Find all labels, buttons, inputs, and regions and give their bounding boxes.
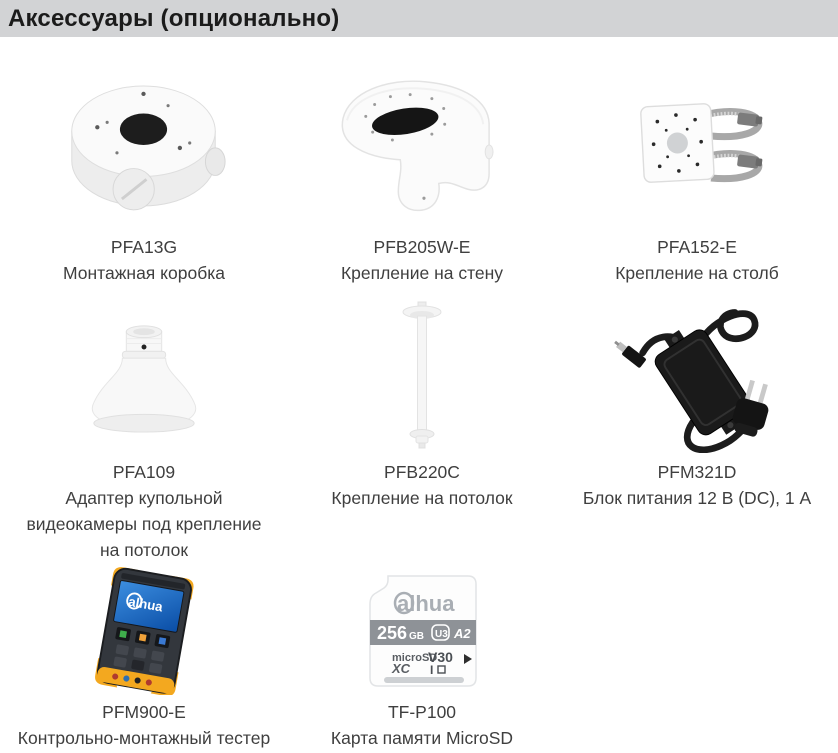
accessory-card-pfa152e (556, 58, 838, 286)
accessory-description: Крепление на стену (340, 263, 504, 283)
accessory-description: Блок питания 12 В (DC), 1 А (582, 488, 812, 508)
page-title: Аксессуары (опционально) (8, 4, 340, 32)
wall-mount-image (333, 69, 511, 217)
microsd-card-image (361, 570, 483, 692)
sd-type-xc-text: XC (392, 661, 411, 676)
accessory-image-box (288, 298, 556, 453)
accessory-card-pfa109 (0, 298, 288, 563)
accessory-model: PFA109 (112, 462, 176, 482)
pole-mount-image (627, 87, 767, 199)
accessory-model: PFA152-E (657, 237, 737, 257)
accessory-model: PFM321D (657, 462, 737, 482)
accessory-model: TF-P100 (387, 702, 457, 722)
accessory-model: PFB205W-E (373, 237, 471, 257)
sd-capacity-unit-text: GB (409, 631, 424, 642)
accessory-card-pfa13g (0, 58, 288, 286)
accessory-card-pfm900e (0, 567, 288, 751)
junction-box-image (58, 70, 230, 216)
accessory-image-box (0, 298, 288, 453)
dome-adapter-image (80, 316, 208, 436)
sd-uhs-class-text: U3 (435, 629, 448, 640)
sd-uhs-bus-text: I (430, 663, 434, 677)
accessory-image-box (288, 567, 556, 695)
accessories-row-1 (0, 37, 838, 286)
sd-brand-text: alhua (397, 591, 455, 616)
empty-cell (556, 567, 838, 751)
accessory-description: Крепление на столб (615, 263, 779, 283)
accessory-card-pfb220c (288, 298, 556, 563)
accessories-row-2 (0, 298, 838, 563)
sd-app-class-text: A2 (454, 626, 471, 641)
sd-video-class-text: V30 (428, 649, 453, 665)
accessory-model: PFM900-E (102, 702, 186, 722)
accessory-description: Карта памяти MicroSD (330, 728, 514, 748)
accessory-image-box (556, 298, 838, 453)
tester-screen-brand: alhua (127, 593, 164, 615)
accessory-description: Крепление на потолок (331, 488, 513, 508)
accessory-description: Монтажная коробка (62, 263, 225, 283)
accessories-row-3 (0, 567, 838, 751)
section-header (0, 0, 838, 37)
sd-type-text: microSD (392, 652, 438, 664)
accessory-card-pfb205we (288, 58, 556, 286)
accessory-card-pfm321d (556, 298, 838, 563)
accessory-image-box (0, 567, 288, 695)
sd-capacity-text: 256 (377, 623, 408, 643)
cctv-tester-image (80, 567, 208, 695)
accessory-model: PFB220C (384, 462, 460, 482)
accessory-image-box (0, 58, 288, 228)
accessory-description: Контрольно-монтажный тестер (17, 728, 271, 748)
accessory-image-box (556, 58, 838, 228)
power-adapter-image (606, 299, 789, 453)
accessory-image-box (288, 58, 556, 228)
ceiling-mount-image (382, 300, 462, 452)
accessory-card-tfp100 (288, 567, 556, 751)
accessory-model: PFA13G (110, 237, 178, 257)
accessory-description: Адаптер купольной видеокамеры под крепление на потолок (26, 488, 262, 560)
